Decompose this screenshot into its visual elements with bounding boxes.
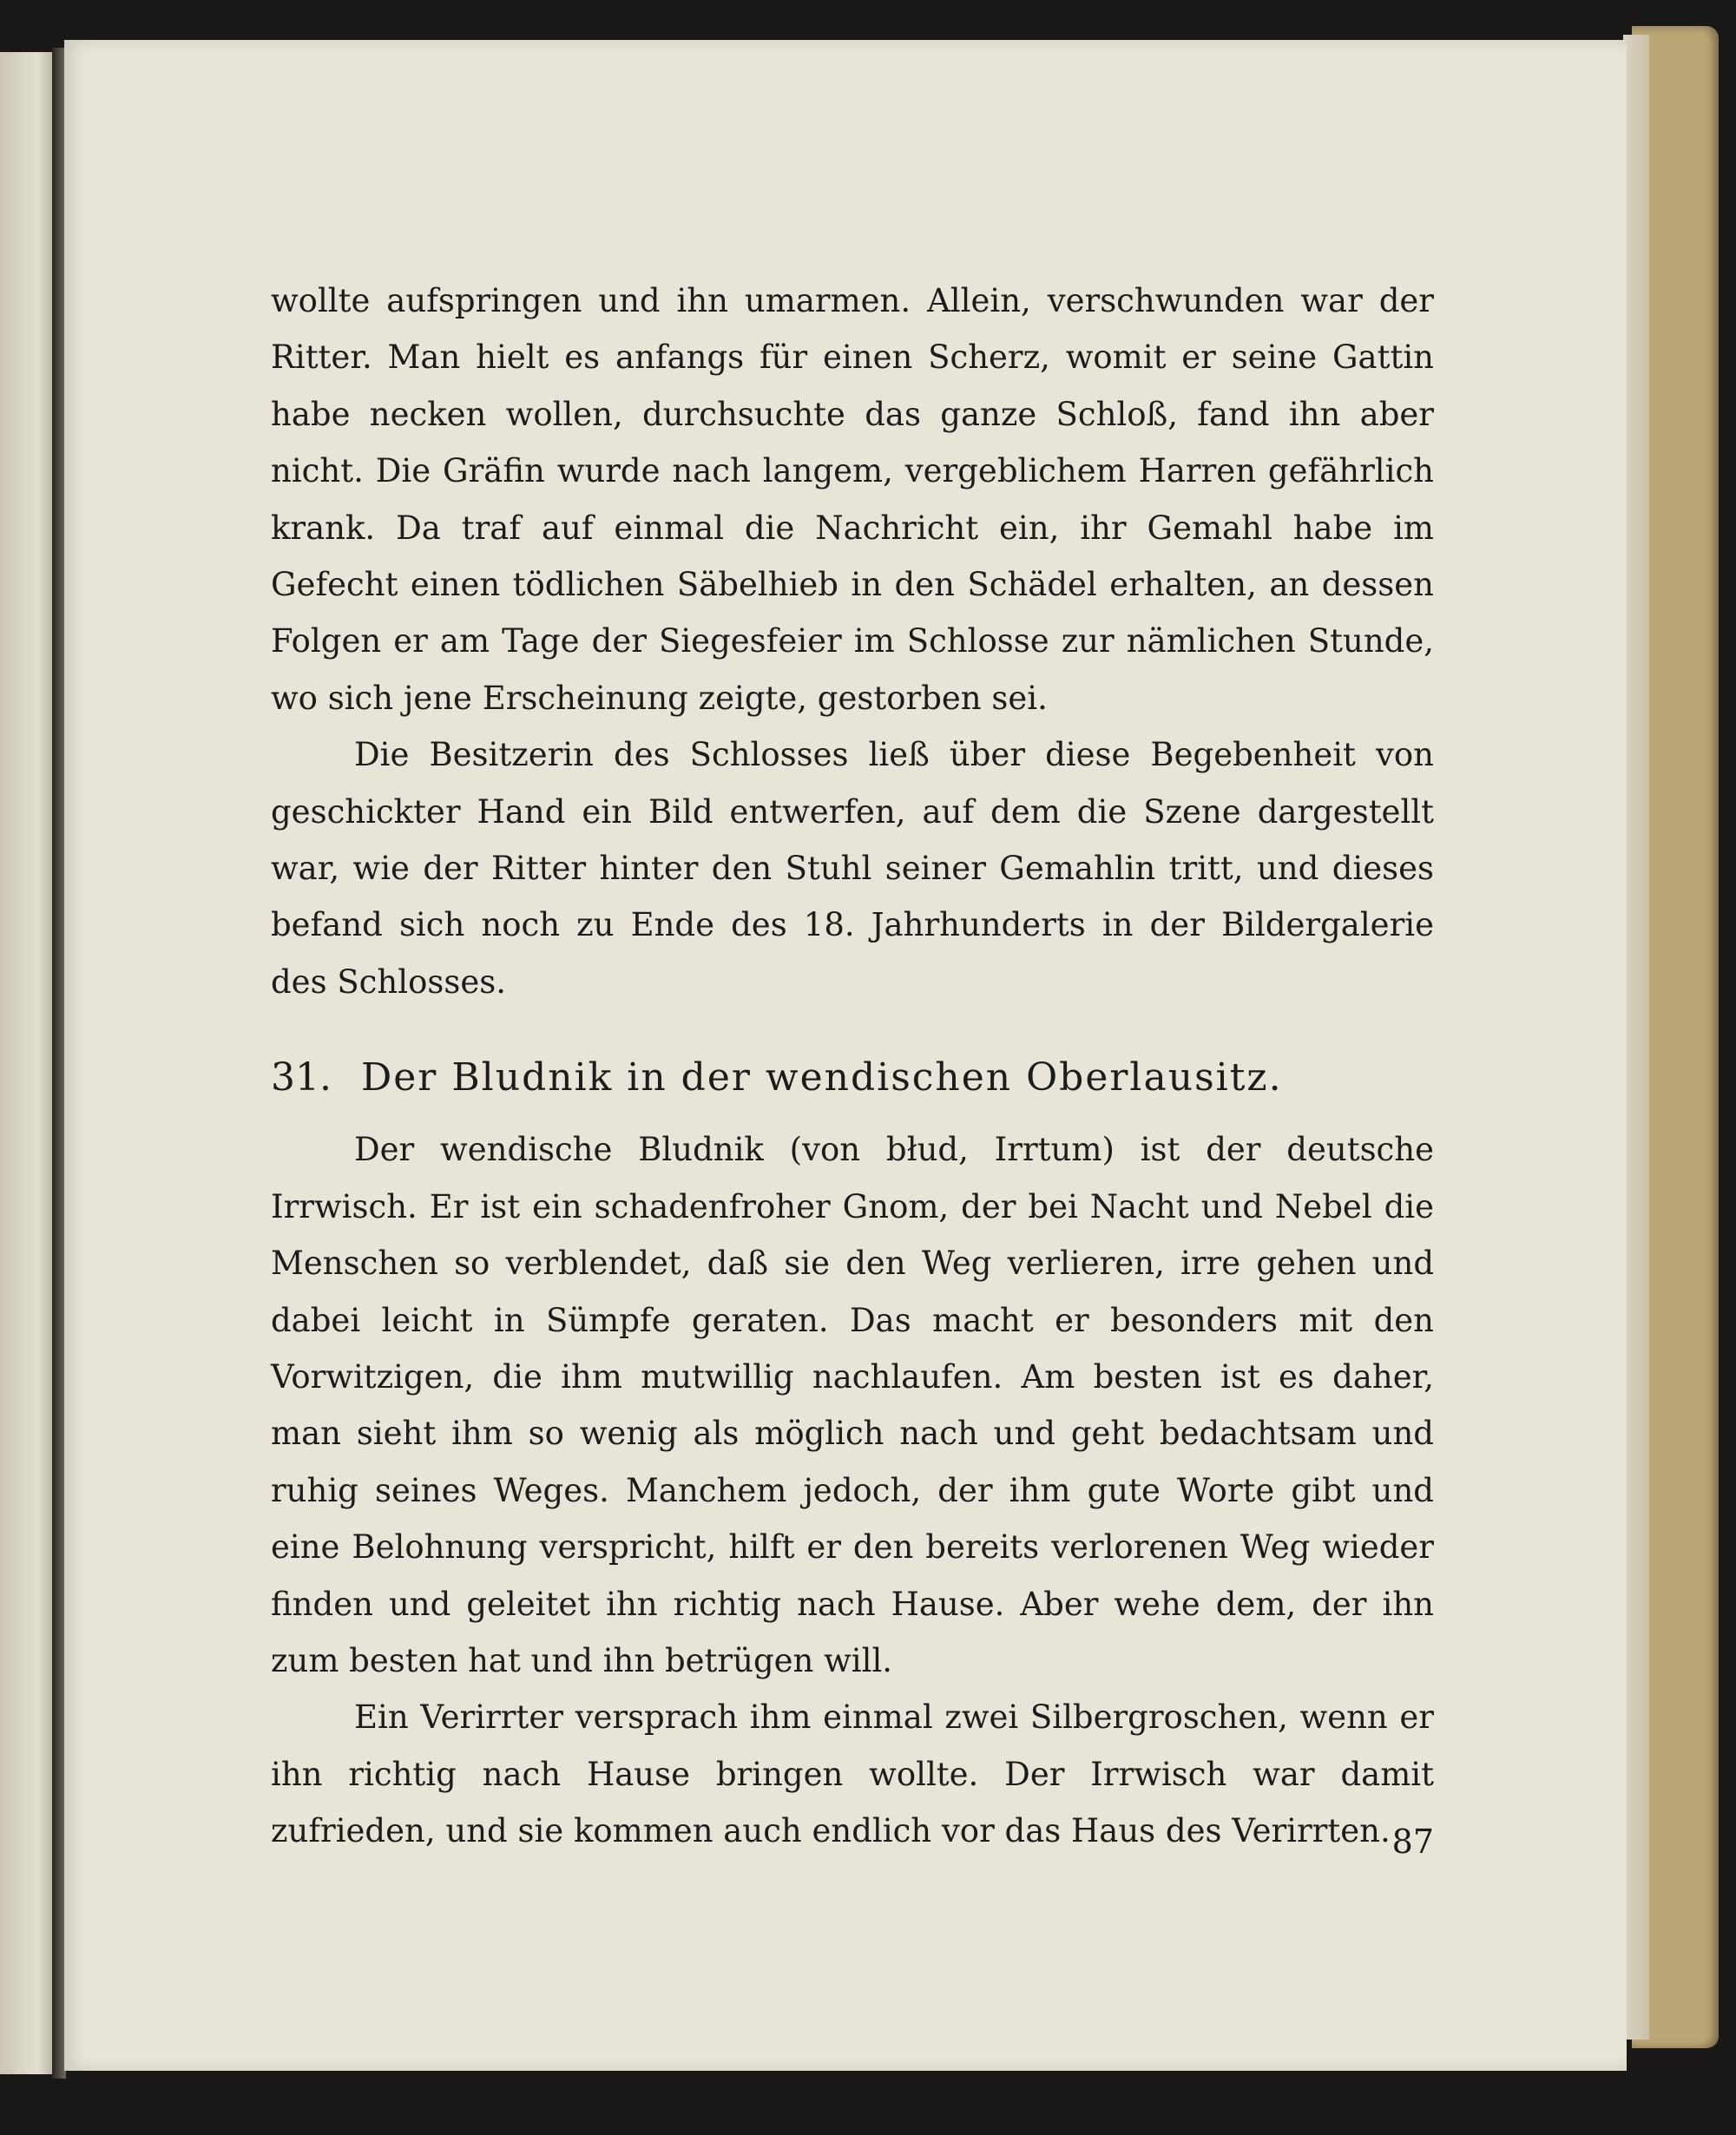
paragraph-verirrter: Ein Verirrter versprach ihm einmal zwei Silbergroschen, wenn er ihn richtig nach Hause bringen wollte. Der Irrwisch war damit zufrieden, und sie kommen auch endlich vor das Haus des Verirrten. (271, 1698, 1434, 1850)
section-heading (271, 1048, 1434, 1108)
section-title: Der Bludnik in der wendischen Oberlausitz. (360, 1055, 1283, 1100)
page-number: 87 (1391, 1823, 1434, 1861)
facing-page-edge (0, 52, 54, 2074)
section-number: 31. (271, 1055, 332, 1100)
paragraph-bludnik: Der wendische Bludnik (von błud, Irrtum) ist der deutsche Irrwisch. Er ist ein schadenfroher Gnom, der bei Nacht und Nebel die Menschen so verblendet, daß sie den Weg verlieren, irre gehen und dabei leicht in Sümpfe geraten. Das macht er besonders mit den Vorwitzigen, die ihm mutwillig nachlaufen. Am besten ist es daher, man sieht ihm so wenig als möglich nach und geht bedachtsam und ruhig seines Weges. Manchem jedoch, der ihm gute Worte gibt und eine Belohnung verspricht, hilft er den bereits verlorenen Weg wieder finden und geleitet ihn richtig nach Hause. Aber wehe dem, der ihn zum besten hat und ihn betrügen will. (271, 1131, 1434, 1679)
book-page (64, 40, 1627, 2071)
page-stack-edge (1623, 35, 1649, 2040)
paragraph-continued: wollte aufspringen und ihn umarmen. Allein, verschwunden war der Ritter. Man hielt es anfangs für einen Scherz, womit er seine Gattin habe necken wollen, durchsuchte das ganze Schloß, fand ihn aber nicht. Die Gräfin wurde nach langem, vergeblichem Harren gefährlich krank. Da traf auf einmal die Nachricht ein, ihr Gemahl habe im Gefecht einen tödlichen Säbelhieb in den Schädel erhalten, an dessen Folgen er am Tage der Siegesfeier im Schlosse zur nämlichen Stunde, wo sich jene Erscheinung zeigte, gestorben sei. (271, 282, 1434, 717)
page-text-block (271, 273, 1434, 1860)
paragraph-painting: Die Besitzerin des Schlosses ließ über diese Begebenheit von geschickter Hand ein Bild entwerfen, auf dem die Szene dargestellt war, wie der Ritter hinter den Stuhl seiner Gemahlin tritt, und dieses befand sich noch zu Ende des 18. Jahrhunderts in der Bildergalerie des Schlosses. (271, 736, 1434, 1001)
